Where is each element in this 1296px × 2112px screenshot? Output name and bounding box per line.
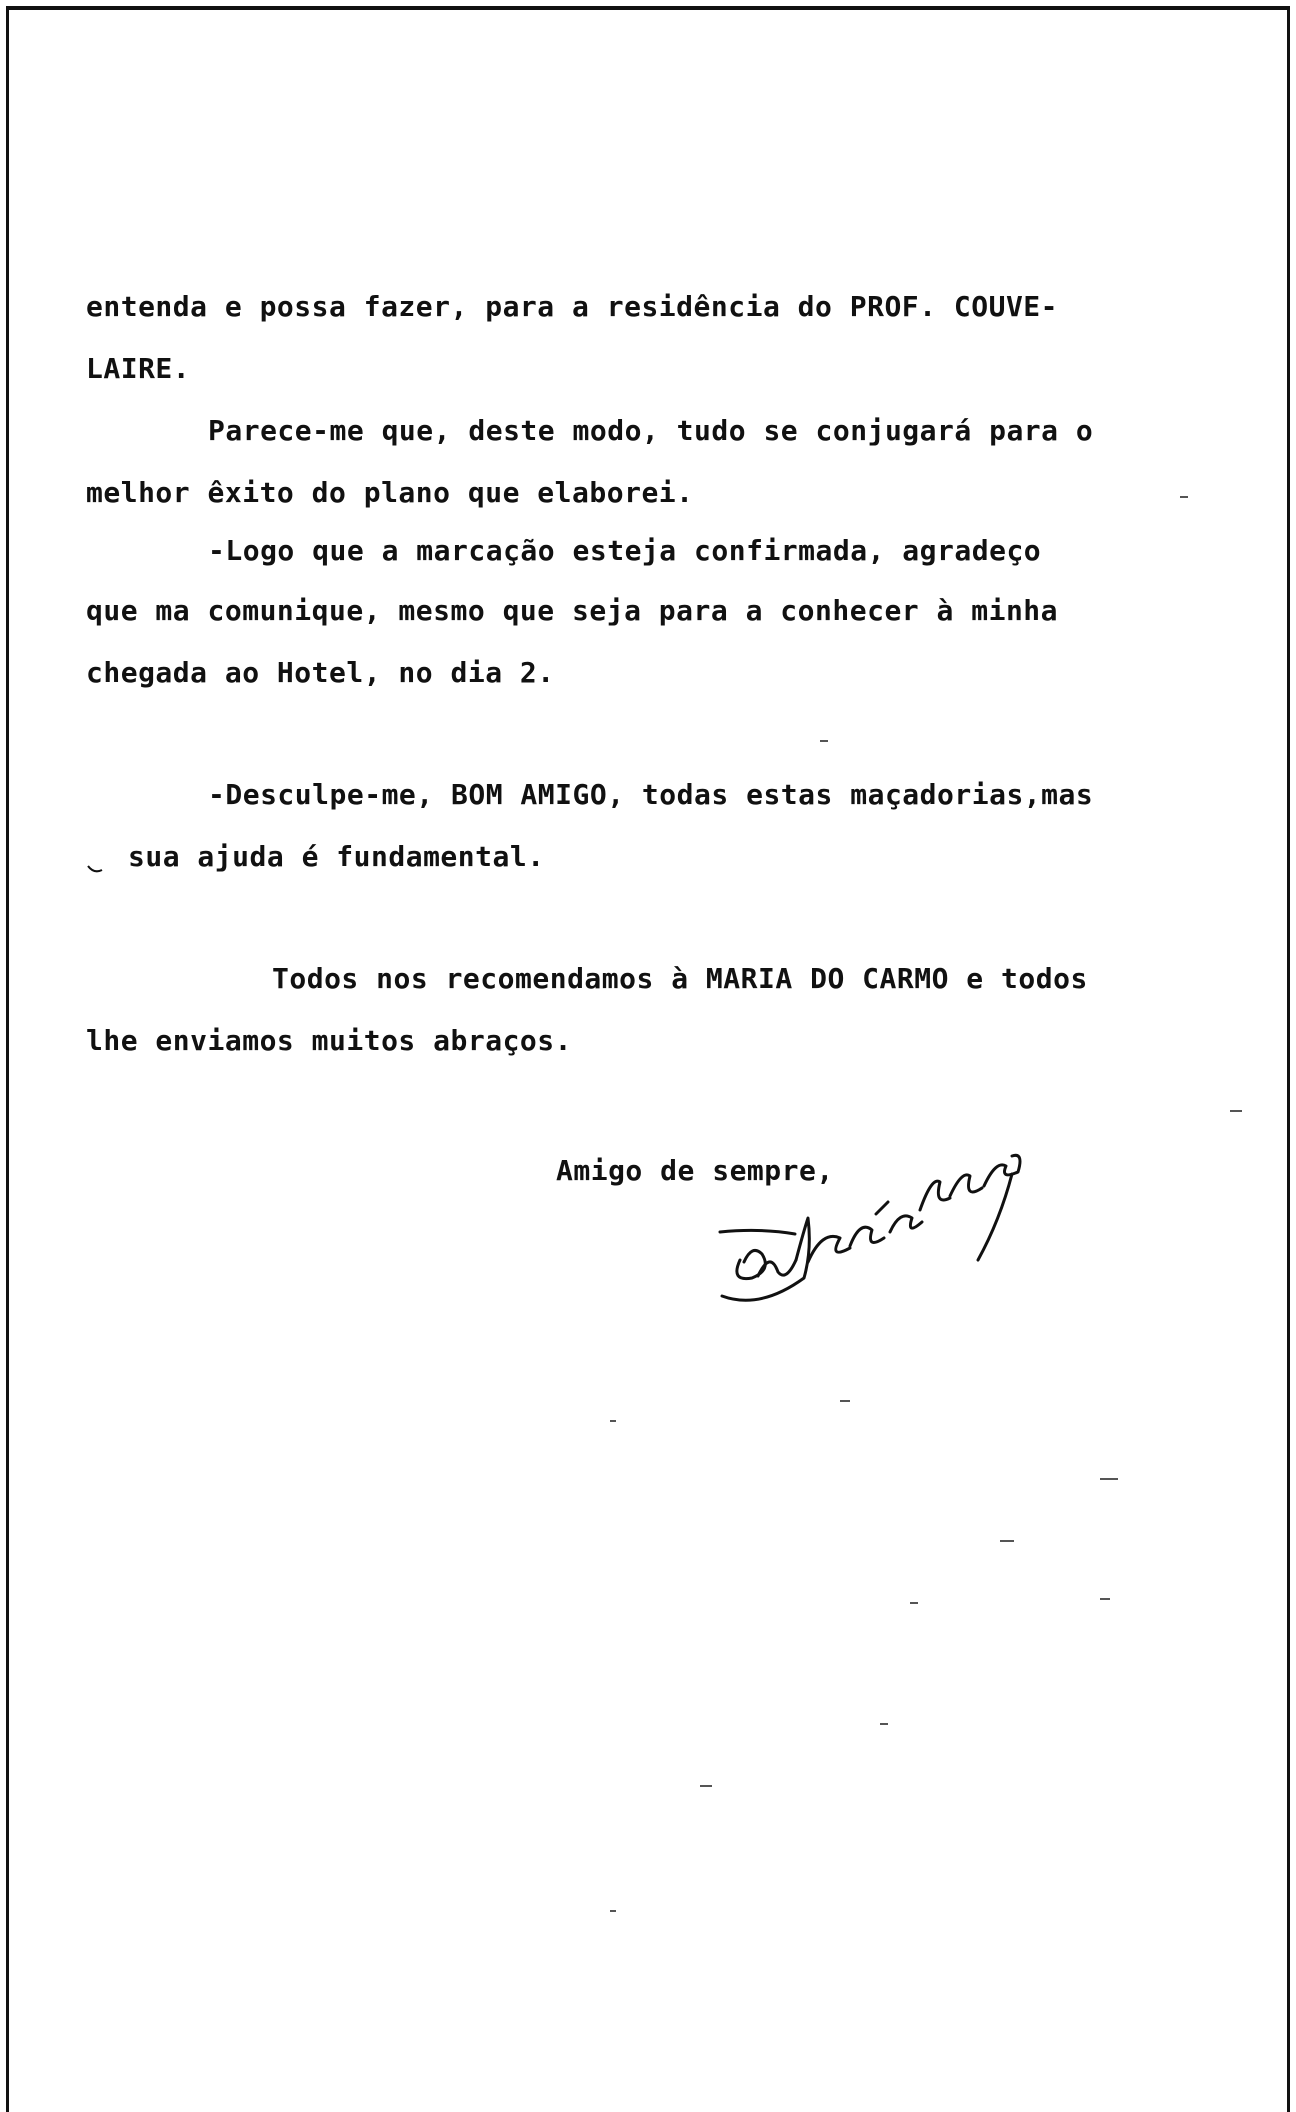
letter-line-9: sua ajuda é fundamental. (128, 840, 545, 873)
letter-line-4: melhor êxito do plano que elaborei. (86, 476, 694, 509)
letter-line-3: Parece-me que, deste modo, tudo se conjugará para o (208, 414, 1094, 447)
letter-line-11: lhe enviamos muitos abraços. (86, 1024, 573, 1057)
handwritten-signature (700, 1110, 1060, 1340)
letter-line-10: Todos nos recomendamos à MARIA DO CARMO e todos (272, 962, 1088, 995)
letter-line-6: que ma comunique, mesmo que seja para a conhecer à minha (86, 594, 1059, 627)
letter-line-7: chegada ao Hotel, no dia 2. (86, 656, 555, 689)
closing-text: Amigo de sempre, (556, 1154, 834, 1187)
letter-line-8: -Desculpe-me, BOM AMIGO, todas estas maçadorias,mas (208, 778, 1094, 811)
letter-line-1: entenda e possa fazer, para a residência do PROF. COUVE- (86, 290, 1059, 323)
letter-line-2: LAIRE. (86, 352, 191, 385)
stray-mark-icon (86, 862, 116, 876)
letter-line-5: -Logo que a marcação esteja confirmada, agradeço (208, 534, 1042, 567)
